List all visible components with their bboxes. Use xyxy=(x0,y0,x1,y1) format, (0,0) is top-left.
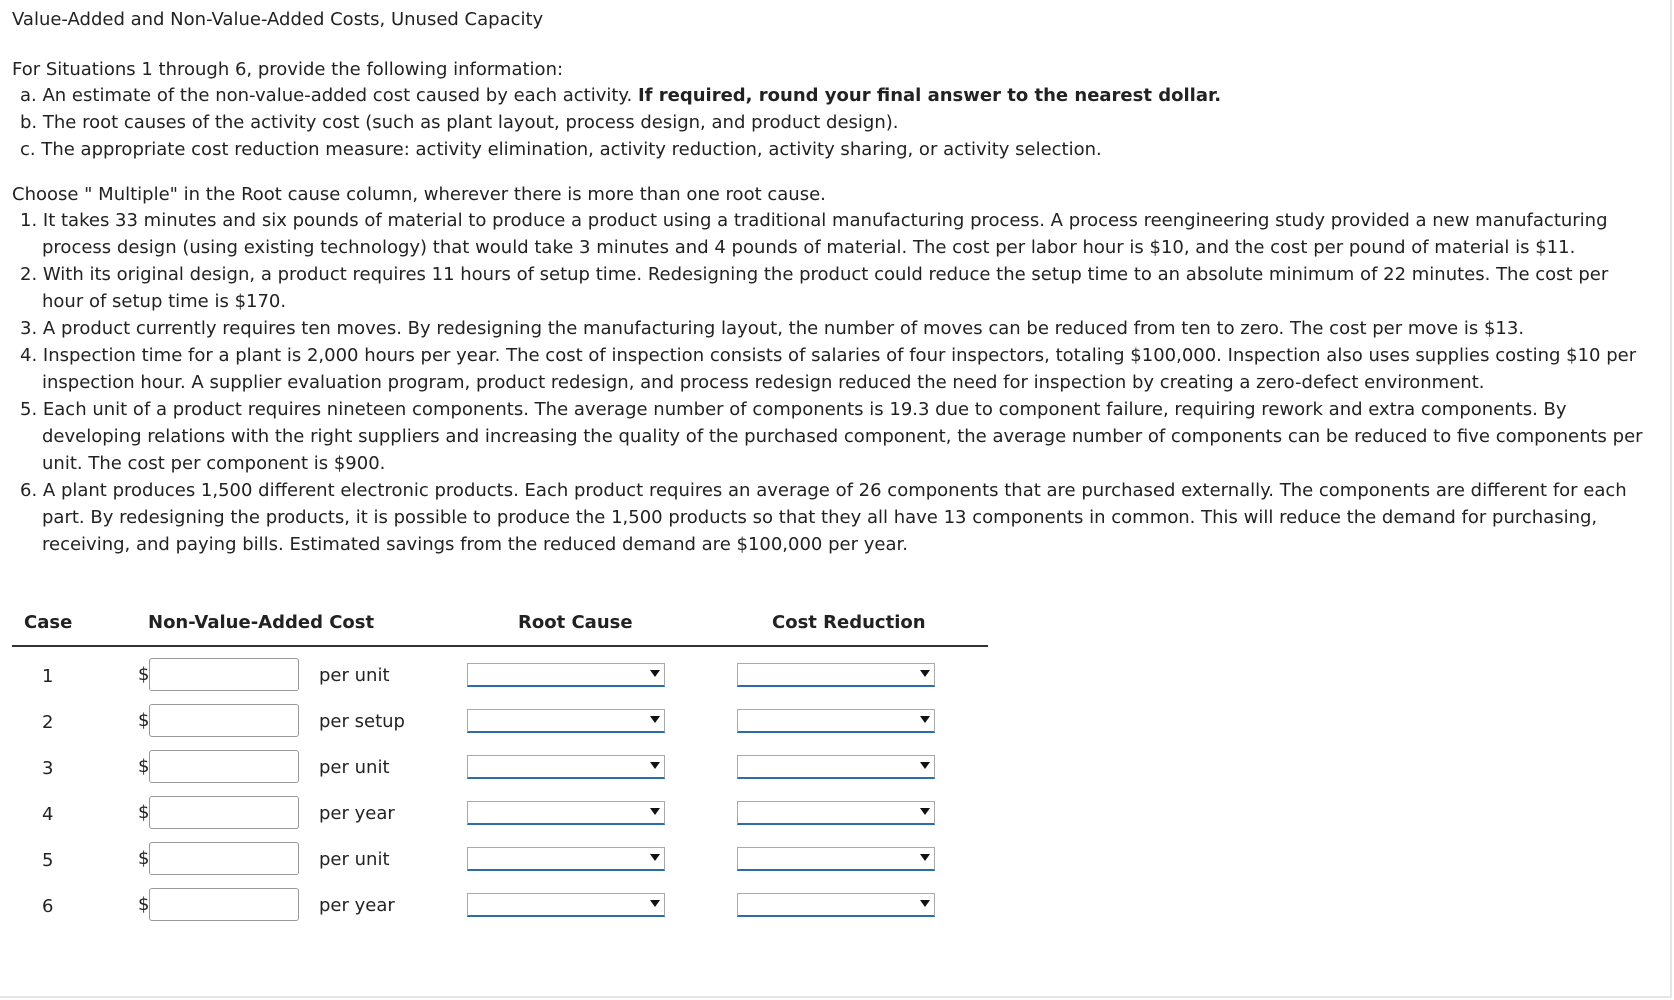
dollar-sign: $ xyxy=(138,710,150,731)
situation-4 xyxy=(16,342,1652,396)
header-root-cause: Root Cause xyxy=(518,612,633,633)
intro-text: For Situations 1 through 6, provide the following information: xyxy=(12,59,564,80)
dollar-sign: $ xyxy=(138,664,150,685)
non-value-added-cost-input[interactable] xyxy=(149,796,299,829)
situations-list xyxy=(12,207,1652,558)
dollar-sign: $ xyxy=(138,894,150,915)
situation-6 xyxy=(16,477,1652,558)
table-row xyxy=(12,838,988,884)
requirement-c xyxy=(16,136,1652,163)
dropdown-arrow-icon xyxy=(920,716,930,723)
situation-number: 4. xyxy=(20,345,43,366)
unit-label: per unit xyxy=(319,757,390,778)
situation-text: A product currently requires ten moves. By redesigning the manufacturing layout, the number of moves can be reduced from ten to zero. The cost per move is $13. xyxy=(42,318,1525,339)
header-cost-reduction: Cost Reduction xyxy=(772,612,926,633)
dropdown-arrow-icon xyxy=(650,900,660,907)
dropdown-arrow-icon xyxy=(650,762,660,769)
case-number: 6 xyxy=(42,896,54,917)
situation-1 xyxy=(16,207,1652,261)
dropdown-arrow-icon xyxy=(650,854,660,861)
situation-text: With its original design, a product requires 11 hours of setup time. Redesigning the product could reduce the setup time to an absolute minimum of 22 minutes. The cost per hour of setup time is $170. xyxy=(42,264,1609,312)
situation-5 xyxy=(16,396,1652,477)
requirements-list xyxy=(12,82,1652,163)
header-non-value-added-cost: Non-Value-Added Cost xyxy=(148,612,375,633)
cost-reduction-select[interactable] xyxy=(737,755,935,779)
requirement-prefix: b. xyxy=(20,112,43,133)
situation-text: A plant produces 1,500 different electronic products. Each product requires an average of 26 components that are purchased externally. The components are different for each part. By redesigning the products, it is possible to produce the 1,500 products so that they all have 13 components in common. This will reduce the demand for purchasing, receiving, and paying bills. Estimated savings from the reduced demand are $100,000 per year. xyxy=(42,480,1627,555)
cost-reduction-select[interactable] xyxy=(737,801,935,825)
cost-reduction-select[interactable] xyxy=(737,709,935,733)
non-value-added-cost-input[interactable] xyxy=(149,750,299,783)
dropdown-arrow-icon xyxy=(920,900,930,907)
situation-number: 5. xyxy=(20,399,43,420)
table-row xyxy=(12,884,988,930)
answer-table xyxy=(12,609,988,930)
non-value-added-cost-input[interactable] xyxy=(149,704,299,737)
case-number: 1 xyxy=(42,666,54,687)
non-value-added-cost-input[interactable] xyxy=(149,888,299,921)
unit-label: per unit xyxy=(319,849,390,870)
dropdown-arrow-icon xyxy=(920,762,930,769)
table-row xyxy=(12,792,988,838)
root-cause-select[interactable] xyxy=(467,893,665,917)
situation-number: 3. xyxy=(20,318,43,339)
root-cause-select[interactable] xyxy=(467,801,665,825)
dropdown-arrow-icon xyxy=(920,854,930,861)
situation-3 xyxy=(16,315,1652,342)
case-number: 5 xyxy=(42,850,54,871)
root-cause-select[interactable] xyxy=(467,709,665,733)
dollar-sign: $ xyxy=(138,848,150,869)
dropdown-arrow-icon xyxy=(920,808,930,815)
root-cause-select[interactable] xyxy=(467,755,665,779)
situation-text: Each unit of a product requires nineteen components. The average number of components is 19.3 due to component failure, requiring rework and extra components. By developing relations with the right suppliers and increasing the quality of the purchased component, the average number of components can be reduced to five components per unit. The cost per component is $900. xyxy=(42,399,1643,474)
root-cause-select[interactable] xyxy=(467,663,665,687)
situation-2 xyxy=(16,261,1652,315)
requirement-b xyxy=(16,109,1652,136)
choose-note: Choose " Multiple" in the Root cause column, wherever there is more than one root cause. xyxy=(12,184,826,205)
cost-reduction-select[interactable] xyxy=(737,663,935,687)
table-header xyxy=(12,609,988,647)
problem-content xyxy=(12,8,1652,558)
unit-label: per unit xyxy=(319,665,390,686)
table-body xyxy=(12,647,988,930)
dollar-sign: $ xyxy=(138,756,150,777)
unit-label: per year xyxy=(319,895,395,916)
table-row xyxy=(12,746,988,792)
root-cause-select[interactable] xyxy=(467,847,665,871)
requirement-bold-note: If required, round your final answer to the nearest dollar. xyxy=(637,85,1222,106)
dropdown-arrow-icon xyxy=(650,716,660,723)
cost-reduction-select[interactable] xyxy=(737,847,935,871)
header-case: Case xyxy=(24,612,73,633)
requirement-text: The root causes of the activity cost (such as plant layout, process design, and product design). xyxy=(42,112,899,133)
case-number: 2 xyxy=(42,712,54,733)
requirement-a xyxy=(16,82,1652,109)
dropdown-arrow-icon xyxy=(920,670,930,677)
requirement-prefix: a. xyxy=(20,85,43,106)
situation-number: 1. xyxy=(20,210,43,231)
requirement-text: An estimate of the non-value-added cost caused by each activity. xyxy=(42,85,638,106)
dropdown-arrow-icon xyxy=(650,670,660,677)
case-number: 3 xyxy=(42,758,54,779)
non-value-added-cost-input[interactable] xyxy=(149,842,299,875)
unit-label: per setup xyxy=(319,711,405,732)
table-row xyxy=(12,700,988,746)
table-row xyxy=(12,654,988,700)
case-number: 4 xyxy=(42,804,54,825)
requirement-text: The appropriate cost reduction measure: activity elimination, activity reduction, activity sharing, or activity selection. xyxy=(41,139,1102,160)
situation-number: 2. xyxy=(20,264,43,285)
cost-reduction-select[interactable] xyxy=(737,893,935,917)
situation-text: Inspection time for a plant is 2,000 hours per year. The cost of inspection consists of salaries of four inspectors, totaling $100,000. Inspection also uses supplies costing $10 per inspection hour. A supplier evaluation program, product redesign, and process redesign reduced the need for inspection by creating a zero-defect environment. xyxy=(42,345,1637,393)
dollar-sign: $ xyxy=(138,802,150,823)
non-value-added-cost-input[interactable] xyxy=(149,658,299,691)
requirement-prefix: c. xyxy=(20,139,42,160)
situation-text: It takes 33 minutes and six pounds of material to produce a product using a traditional manufacturing process. A process reengineering study provided a new manufacturing process design (using existing technology) that would take 3 minutes and 4 pounds of material. The cost per labor hour is $10, and the cost per pound of material is $11. xyxy=(42,210,1608,258)
situation-number: 6. xyxy=(20,480,43,501)
dropdown-arrow-icon xyxy=(650,808,660,815)
unit-label: per year xyxy=(319,803,395,824)
problem-title: Value-Added and Non-Value-Added Costs, Unused Capacity xyxy=(12,9,544,30)
